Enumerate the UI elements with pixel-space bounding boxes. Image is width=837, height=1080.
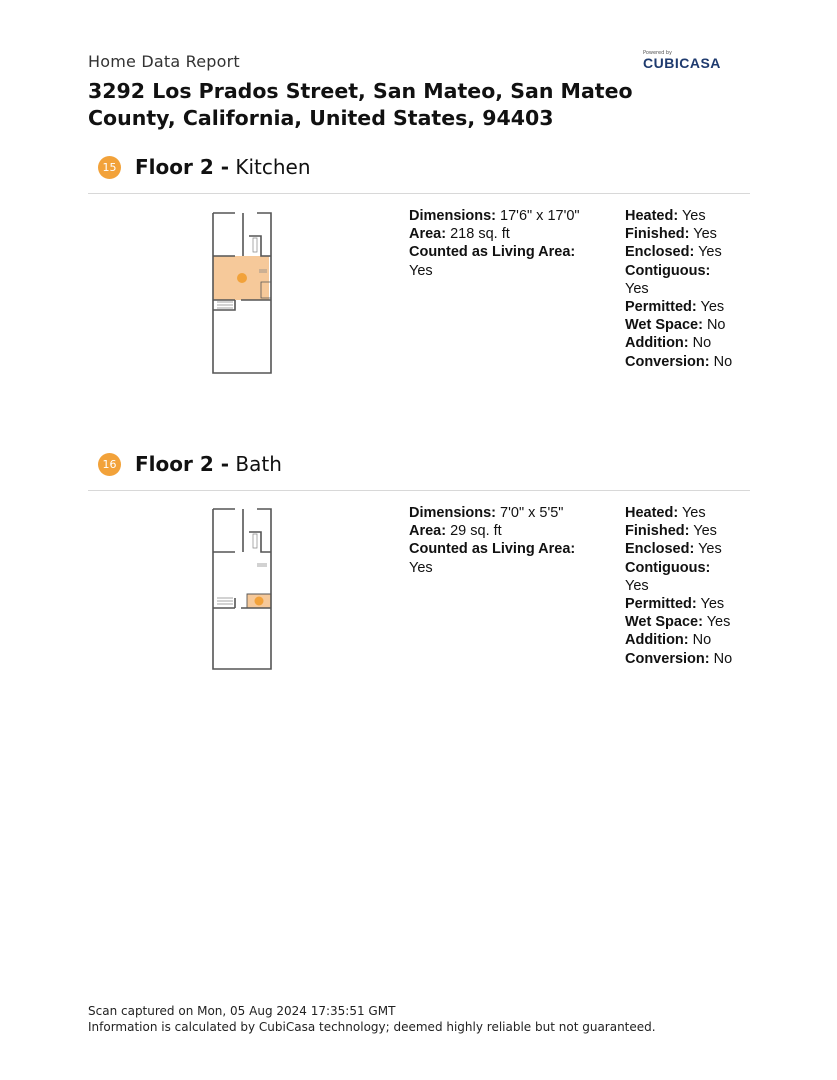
wet-space-label: Wet Space: — [625, 317, 703, 334]
floor-plan-thumbnail — [205, 506, 277, 672]
heated-label: Heated: — [625, 505, 679, 521]
room-section-header — [98, 449, 282, 479]
living-area-value: Yes — [409, 559, 433, 576]
heated-label: Heated: — [625, 208, 679, 224]
permitted-label: Permitted: — [625, 299, 697, 316]
room-details — [409, 504, 599, 577]
enclosed-label: Enclosed: — [625, 541, 695, 558]
living-area-value: Yes — [409, 262, 433, 279]
wet-space-value: No — [706, 317, 726, 334]
room-attributes — [625, 207, 755, 371]
property-address: 3292 Los Prados Street, San Mateo, San Mateo County, California, United States, 94403 — [88, 79, 633, 130]
addition-value: No — [692, 632, 712, 649]
contiguous-value: Yes — [625, 577, 649, 594]
conversion-value: No — [713, 650, 733, 667]
room-floor: Floor 2 - — [135, 155, 230, 179]
brand-powered-by: Powered by — [643, 50, 672, 56]
enclosed-label: Enclosed: — [625, 244, 695, 261]
area-label: Area: — [409, 226, 447, 243]
report-label: Home Data Report — [88, 52, 240, 71]
disclaimer: Information is calculated by CubiCasa technology; deemed highly reliable but not guaranteed. — [88, 1020, 656, 1034]
room-section-header — [98, 152, 311, 182]
enclosed-value: Yes — [698, 244, 722, 261]
room-title — [135, 155, 311, 179]
wet-space-label: Wet Space: — [625, 614, 703, 631]
room-marker-icon — [237, 273, 247, 283]
room-number-badge: 16 — [98, 453, 121, 476]
heated-value: Yes — [681, 208, 706, 224]
report-footer — [88, 1003, 656, 1035]
conversion-label: Conversion: — [625, 650, 710, 667]
heated-value: Yes — [681, 505, 706, 521]
scan-timestamp: Scan captured on Mon, 05 Aug 2024 17:35:51 GMT — [88, 1004, 396, 1018]
contiguous-label: Contiguous: — [625, 262, 711, 279]
addition-value: No — [692, 335, 712, 352]
finished-label: Finished: — [625, 226, 690, 243]
finished-label: Finished: — [625, 523, 690, 540]
room-floor: Floor 2 - — [135, 452, 230, 476]
finished-value: Yes — [693, 523, 717, 540]
wet-space-value: Yes — [706, 614, 731, 631]
area-label: Area: — [409, 523, 447, 540]
contiguous-value: Yes — [625, 280, 649, 297]
area-value: 29 sq. ft — [450, 523, 502, 540]
conversion-value: No — [713, 353, 733, 370]
permitted-value: Yes — [700, 299, 725, 316]
room-details — [409, 207, 599, 280]
finished-value: Yes — [693, 226, 717, 243]
conversion-label: Conversion: — [625, 353, 710, 370]
living-area-label: Counted as Living Area: — [409, 541, 576, 558]
addition-label: Addition: — [625, 632, 689, 649]
room-name: Kitchen — [235, 155, 311, 179]
floor-plan-thumbnail — [205, 210, 277, 376]
brand-name: CUBICASA — [643, 55, 721, 71]
permitted-label: Permitted: — [625, 596, 697, 613]
permitted-value: Yes — [700, 596, 725, 613]
room-name: Bath — [235, 452, 282, 476]
enclosed-value: Yes — [698, 541, 722, 558]
section-divider — [88, 193, 750, 194]
section-divider — [88, 490, 750, 491]
dimensions-value: 7'0" x 5'5" — [500, 505, 564, 521]
contiguous-label: Contiguous: — [625, 559, 711, 576]
room-attributes — [625, 504, 755, 668]
dimensions-label: Dimensions: — [409, 505, 497, 521]
room-title — [135, 452, 282, 476]
room-marker-icon — [255, 597, 264, 606]
room-number-badge: 15 — [98, 156, 121, 179]
living-area-label: Counted as Living Area: — [409, 244, 576, 261]
addition-label: Addition: — [625, 335, 689, 352]
dimensions-value: 17'6" x 17'0" — [500, 208, 580, 224]
dimensions-label: Dimensions: — [409, 208, 497, 224]
area-value: 218 sq. ft — [450, 226, 510, 243]
brand-logo — [643, 50, 743, 70]
